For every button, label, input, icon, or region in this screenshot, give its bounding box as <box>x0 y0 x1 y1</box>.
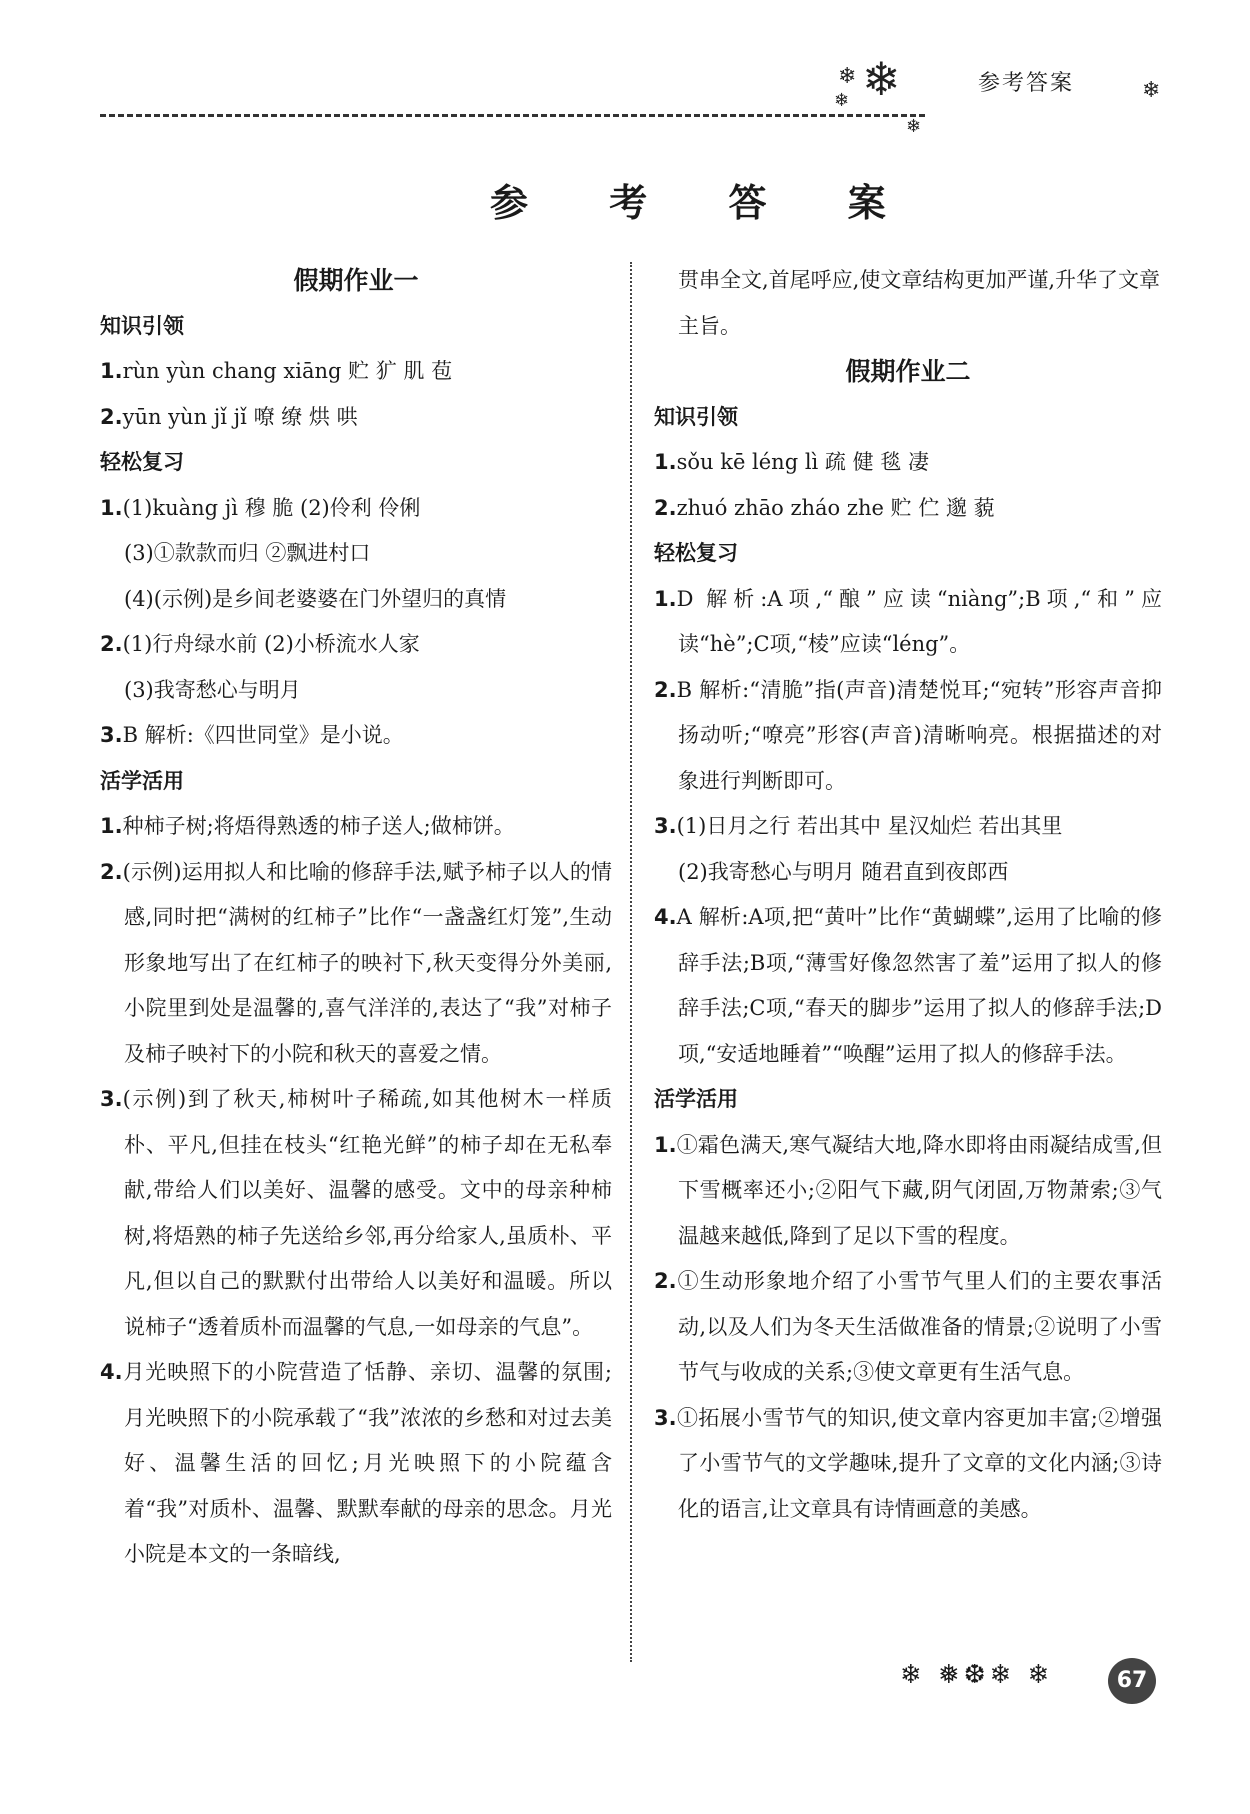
list-item: 1.①霜色满天,寒气凝结大地,降水即将由雨凝结成雪,但下雪概率还小;②阳气下藏,阴气闭固,万物萧索;③气温越来越低,降到了足以下雪的程度。 <box>654 1132 1162 1248</box>
list-item: 4.A 解析:A项,把“黄叶”比作“黄蝴蝶”,运用了比喻的修辞手法;B项,“薄雪好像忽然害了羞”运用了拟人的修辞手法;C项,“春天的脚步”运用了拟人的修辞手法;D项,“安适地睡着”“唤醒”运用了拟人的修辞手法。 <box>654 905 1162 1066</box>
list-item: 1.种柿子树;将焐得熟透的柿子送人;做柿饼。 <box>100 814 515 838</box>
list-item-line: (3)我寄愁心与明月 <box>124 677 301 702</box>
list-item-line: (2)我寄愁心与明月 随君直到夜郎西 <box>678 859 1009 884</box>
list-item: 1.sǒu kē léng lì 疏 健 毯 凄 <box>654 450 929 474</box>
list-item-line: (4)(示例)是乡间老婆婆在门外望归的真情 <box>124 586 507 611</box>
list-item: 3.(1)日月之行 若出其中 星汉灿烂 若出其里 <box>654 814 1063 838</box>
section-title: 假期作业二 <box>845 357 971 386</box>
snowflake-icon: ❄ ❅❆❄ ❄ <box>900 1660 1054 1690</box>
snowflake-icon: ❄ <box>862 52 901 106</box>
subsection-title: 活学活用 <box>654 1087 738 1111</box>
list-item: 3.(示例)到了秋天,柿树叶子稀疏,如其他树木一样质朴、平凡,但挂在枝头“红艳光鲜”的柿子却在无私奉献,带给人们以美好、温馨的感受。文中的母亲种柿树,将焐熟的柿子先送给乡邻,再分给家人,虽质朴、平凡,但以自己的默默付出带给人以美好和温暖。所以说柿子“透着质朴而温馨的气息,一如母亲的气息”。 <box>100 1087 612 1339</box>
list-item: 3.①拓展小雪节气的知识,使文章内容更加丰富;②增强了小雪节气的文学趣味,提升了文章的文化内涵;③诗化的语言,让文章具有诗情画意的美感。 <box>654 1405 1162 1521</box>
list-item: 2.B 解析:“清脆”指(声音)清楚悦耳;“宛转”形容声音抑扬动听;“嘹亮”形容(声音)清晰响亮。根据描述的对象进行判断即可。 <box>654 677 1162 793</box>
column-divider <box>630 262 632 1662</box>
list-item: 2.yūn yùn jǐ jǐ 嘹 缭 烘 哄 <box>100 404 358 429</box>
snowflake-icon: ❄ <box>906 116 922 137</box>
right-column <box>654 258 1162 1532</box>
continued-text: 贯串全文,首尾呼应,使文章结构更加严谨,升华了文章主旨。 <box>678 268 1161 338</box>
subsection-title: 轻松复习 <box>654 541 738 565</box>
page-number: 67 <box>1108 1658 1156 1704</box>
section-title: 假期作业一 <box>293 266 419 295</box>
list-item: 4.月光映照下的小院营造了恬静、亲切、温馨的氛围;月光映照下的小院承载了“我”浓浓的乡愁和对过去美好、温馨生活的回忆;月光映照下的小院蕴含着“我”对质朴、温馨、默默奉献的母亲的思念。月光小院是本文的一条暗线, <box>100 1360 612 1566</box>
snowflake-icon: ❄ <box>1142 78 1161 103</box>
list-item-line: (3)①款款而归 ②飘进村口 <box>124 541 371 565</box>
header-divider <box>100 114 925 117</box>
list-item: 3.B 解析:《四世同堂》是小说。 <box>100 723 404 747</box>
subsection-title: 轻松复习 <box>100 450 184 474</box>
list-item: 2.(示例)运用拟人和比喻的修辞手法,赋予柿子以人的情感,同时把“满树的红柿子”比作“一盏盏红灯笼”,生动形象地写出了在红柿子的映衬下,秋天变得分外美丽,小院里到处是温馨的,喜气洋洋的,表达了“我”对柿子及柿子映衬下的小院和秋天的喜爱之情。 <box>100 859 612 1066</box>
page-title: 参 考 答 案 <box>490 180 920 225</box>
list-item: 1.rùn yùn chang xiāng 贮 犷 肌 苞 <box>100 359 453 383</box>
list-item: 1.D 解析:A项,“酿”应读“niàng”;B项,“和”应读“hè”;C项,“棱”应读“léng”。 <box>654 586 1162 656</box>
list-item: 2.①生动形象地介绍了小雪节气里人们的主要农事活动,以及人们为冬天生活做准备的情景;②说明了小雪节气与收成的关系;③使文章更有生活气息。 <box>654 1269 1162 1384</box>
list-item: 2.(1)行舟绿水前 (2)小桥流水人家 <box>100 632 420 656</box>
list-item: 1.(1)kuàng jì 穆 脆 (2)伶利 伶俐 <box>100 495 421 520</box>
header-label: 参考答案 <box>978 71 1075 96</box>
list-item: 2.zhuó zhāo zháo zhe 贮 伫 邈 藐 <box>654 495 995 520</box>
subsection-title: 活学活用 <box>100 768 184 793</box>
subsection-title: 知识引领 <box>654 404 738 429</box>
snowflake-icon: ❄ <box>838 64 857 89</box>
left-column <box>100 258 612 1578</box>
snowflake-icon: ❄ <box>834 90 850 111</box>
subsection-title: 知识引领 <box>100 313 184 338</box>
